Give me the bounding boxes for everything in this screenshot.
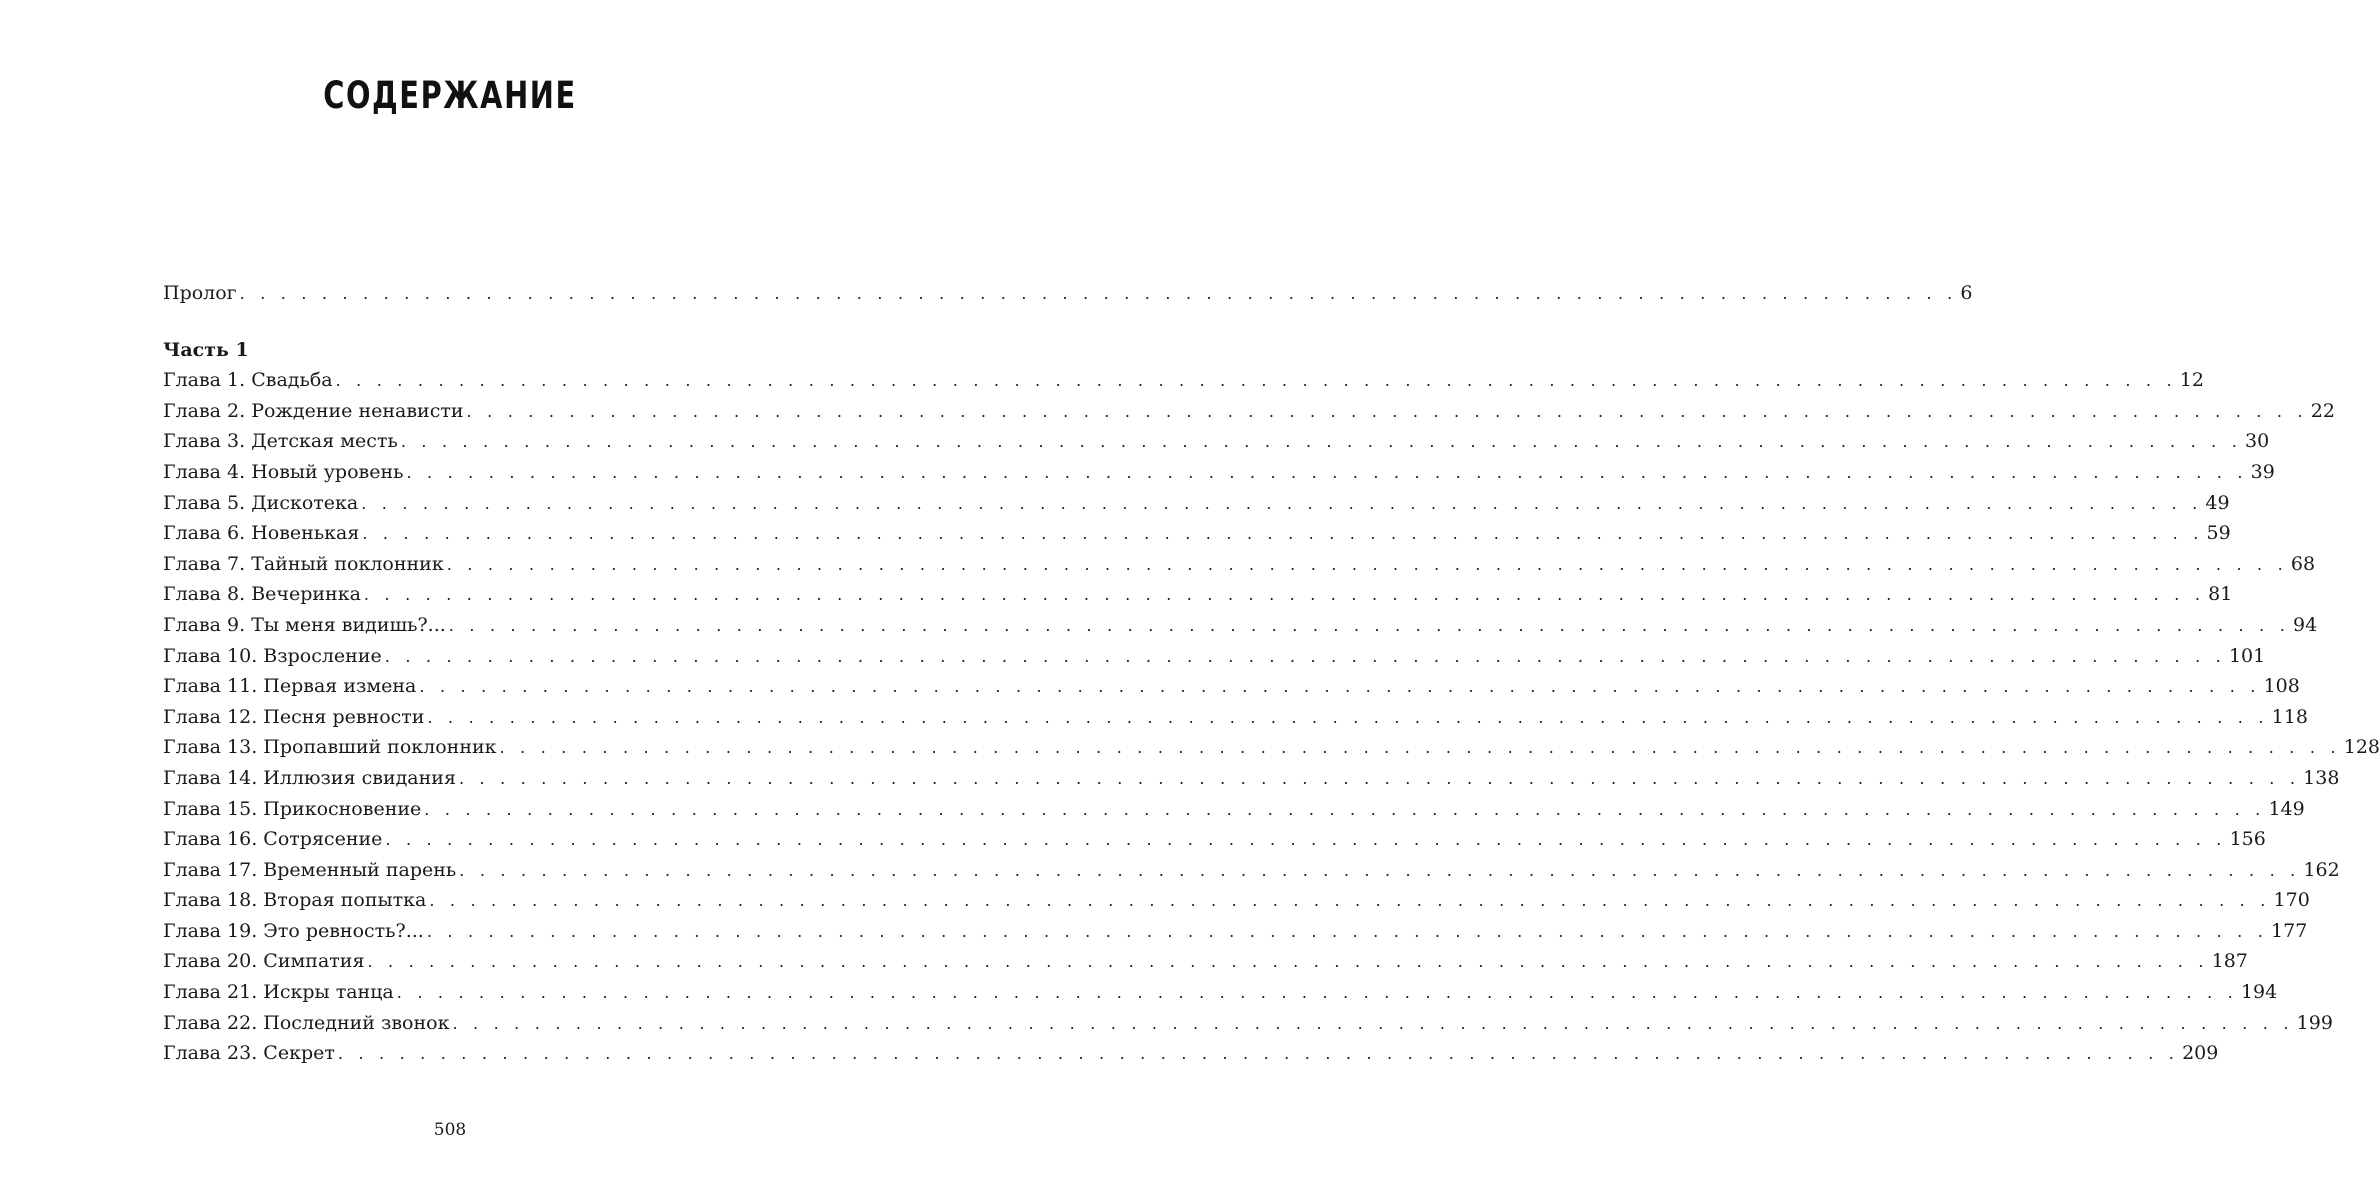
toc-entry-chapter[interactable] (163, 977, 2278, 1008)
toc-entry-chapter[interactable] (163, 916, 2308, 947)
toc-entry-prologue[interactable] (163, 278, 1973, 309)
toc-entry-label: Глава 8. Вечеринка (163, 583, 361, 606)
toc-entry-label: Глава 5. Дискотека (163, 491, 359, 514)
toc-entry-page: 118 (2271, 705, 2308, 728)
toc-entry-page: 108 (2263, 675, 2300, 698)
toc-entry-chapter[interactable] (163, 855, 2340, 886)
part-heading: Часть 1 (163, 338, 249, 361)
toc-entry-label: Глава 18. Вторая попытка (163, 889, 427, 912)
toc-entry-label: Глава 1. Свадьба (163, 369, 333, 392)
dot-leader: . . . . . . . . . . . . . . . . . . . . . . . . . . . . . . . . . . . . . . . . . . . . . . . . . . . . . . . . . . . . . . . . . . . . . . . . . . . . . . . . . . . . . . . . . . (337, 1044, 2180, 1064)
toc-entry-chapter[interactable] (163, 732, 2380, 763)
toc-entry-chapter[interactable] (163, 579, 2233, 610)
toc-entry-page: 162 (2303, 858, 2340, 881)
toc-entry-chapter[interactable] (163, 641, 2266, 672)
toc-entry-chapter[interactable] (163, 885, 2310, 916)
toc-entry-chapter[interactable] (163, 549, 2316, 580)
toc-entry-chapter[interactable] (163, 365, 2204, 396)
toc-entry-chapter[interactable] (163, 488, 2230, 519)
dot-leader: . . . . . . . . . . . . . . . . . . . . . . . . . . . . . . . . . . . . . . . . . . . . . . . . . . . . . . . . . . . . . . . . . . . . . . . . . . . . . . . . . . . . . . . . . . (361, 493, 2203, 513)
toc-entry-label: Глава 11. Первая измена (163, 675, 417, 698)
dot-leader: . . . . . . . . . . . . . . . . . . . . . . . . . . . . . . . . . . . . . . . . . . . . . . . . . . . . . . . . . . . . . . . . . . . . . . . . . . . . . . . . . . . . . . . . . . (367, 952, 2209, 972)
toc-entry-label: Глава 22. Последний звонок (163, 1011, 450, 1034)
dot-leader: . . . . . . . . . . . . . . . . . . . . . . . . . . . . . . . . . . . . . . . . . . . . . . . . . . . . . . . . . . . . . . . . . . . . . . . . . . . . . . . . . . . . . . . . . . (446, 554, 2288, 574)
chapter-list (163, 365, 2380, 1069)
toc-entry-chapter[interactable] (163, 396, 2335, 427)
dot-leader: . . . . . . . . . . . . . . . . . . . . . . . . . . . . . . . . . . . . . . . . . . . . . . . . . . . . . . . . . . . . . . . . . . . . . . . . . . . . . . . . . . . . . . . . . . (363, 585, 2206, 605)
toc-entry-label: Глава 14. Иллюзия свидания (163, 766, 456, 789)
dot-leader: . . . . . . . . . . . . . . . . . . . . . . . . . . . . . . . . . . . . . . . . . . . . . . . . . . . . . . . . . . . . . . . . . . . . . . . . . . . . . . . . . . . . . . . . . . (384, 646, 2226, 666)
dot-leader: . . . . . . . . . . . . . . . . . . . . . . . . . . . . . . . . . . . . . . . . . . . . . . . . . . . . . . . . . . . . . . . . . . . . . . . . . . . . . . . . . . . . . . . . . . (406, 462, 2248, 482)
toc-entry-label: Глава 2. Рождение ненависти (163, 399, 464, 422)
toc-entry-label: Глава 12. Песня ревности (163, 705, 425, 728)
dot-leader: . . . . . . . . . . . . . . . . . . . . . . . . . . . . . . . . . . . . . . . . . . . . . . . . . . . . . . . . . . . . . . . . . . . . . . . . . . . . . . . . . . . . . . . . . . (362, 524, 2204, 544)
toc-entry-page: 39 (2250, 460, 2275, 483)
toc-entry-label: Глава 6. Новенькая (163, 522, 360, 545)
toc-entry-chapter[interactable] (163, 426, 2270, 457)
toc-entry-label: Глава 7. Тайный поклонник (163, 552, 444, 575)
toc-entry-chapter[interactable] (163, 518, 2231, 549)
toc-entry-page: 81 (2208, 583, 2233, 606)
toc-entry-page: 149 (2268, 797, 2305, 820)
toc-entry-page: 30 (2245, 430, 2270, 453)
toc-entry-page: 194 (2240, 981, 2278, 1004)
dot-leader: . . . . . . . . . . . . . . . . . . . . . . . . . . . . . . . . . . . . . . . . . . . . . . . . . . . . . . . . . . . . . . . . . . . . . . . . . . . . . . . . . . . . . . . . . . (396, 983, 2238, 1003)
toc-entry-page: 170 (2273, 889, 2310, 912)
page-number: 508 (433, 1120, 467, 1140)
dot-leader: . . . . . . . . . . . . . . . . . . . . . . . . . . . . . . . . . . . . . . . . . . . . . . . . . . . . . . . . . . . . . . . . . . . . . . . . . . . . . . . . . . . . . . . . . . (429, 891, 2271, 911)
toc-entry-label: Глава 21. Искры танца (163, 981, 394, 1004)
toc-entry-page: 199 (2296, 1011, 2333, 1034)
dot-leader: . . . . . . . . . . . . . . . . . . . . . . . . . . . . . . . . . . . . . . . . . . . . . . . . . . . . . . . . . . . . . . . . . . . . . . . . . . . . . . . . . . . . . . . . . . (459, 860, 2301, 880)
toc-entry-page: 156 (2229, 828, 2266, 851)
toc-entry-page: 187 (2211, 950, 2248, 973)
toc-entry-chapter[interactable] (163, 946, 2248, 977)
toc-entry-label: Глава 16. Сотрясение (163, 828, 383, 851)
dot-leader: . . . . . . . . . . . . . . . . . . . . . . . . . . . . . . . . . . . . . . . . . . . . . . . . . . . . . . . . . . . . . . . . . . . . . . . . . . . . . . . . . . . . . . . . . . (335, 371, 2177, 391)
toc-entry-label: Глава 23. Секрет (163, 1042, 335, 1065)
toc-entry-chapter[interactable] (163, 824, 2266, 855)
toc-entry-page: 22 (2310, 399, 2335, 422)
toc-entry-page: 59 (2206, 522, 2231, 545)
toc-entry-label: Пролог (163, 282, 237, 304)
toc-entry-page: 94 (2292, 613, 2318, 636)
toc-entry-chapter[interactable] (163, 702, 2308, 733)
dot-leader: . . . . . . . . . . . . . . . . . . . . . . . . . . . . . . . . . . . . . . . . . . . . . . . . . . . . . . . . . . . . . . . . . . . . . . . . . . . . . . . . . . . . . . . . . . (458, 768, 2301, 788)
dot-leader: . . . . . . . . . . . . . . . . . . . . . . . . . . . . . . . . . . . . . . . . . . . . . . . . . . . . . . . . . . . . . . . . . . . . . . . . . . . . . . . . . . . . . . . . . . (400, 432, 2242, 452)
toc-entry-label: Глава 13. Пропавший поклонник (163, 736, 497, 759)
dot-leader: . . . . . . . . . . . . . . . . . . . . . . . . . . . . . . . . . . . . . . . . . . . . . . . . . . . . . . . . . . . . . . . . . . . . . . . . . . . . . . . . . . . . . . . . . . (419, 677, 2261, 697)
dot-leader: . . . . . . . . . . . . . . . . . . . . . . . . . . . . . . . . . . . . . . . . . . . . . . . . . . . . . . . . . . . . . . . . . . . . . . . . . . . . . . . . . . . . (239, 284, 1958, 303)
toc-entry-page: 138 (2303, 766, 2340, 789)
toc-entry-page: 177 (2271, 919, 2308, 942)
page-title: СОДЕРЖАНИЕ (323, 74, 577, 117)
dot-leader: . . . . . . . . . . . . . . . . . . . . . . . . . . . . . . . . . . . . . . . . . . . . . . . . . . . . . . . . . . . . . . . . . . . . . . . . . . . . . . . . . . . . . . . . . . (427, 707, 2269, 727)
toc-entry-label: Глава 17. Временный парень (163, 858, 457, 881)
toc-entry-label: Глава 4. Новый уровень (163, 460, 404, 483)
toc-entry-label: Глава 9. Ты меня видишь?... (163, 613, 446, 636)
toc-entry-page: 6 (1960, 282, 1973, 304)
dot-leader: . . . . . . . . . . . . . . . . . . . . . . . . . . . . . . . . . . . . . . . . . . . . . . . . . . . . . . . . . . . . . . . . . . . . . . . . . . . . . . . . . . . . . . . . . . (426, 921, 2269, 941)
toc-entry-label: Глава 19. Это ревность?... (163, 919, 424, 942)
dot-leader: . . . . . . . . . . . . . . . . . . . . . . . . . . . . . . . . . . . . . . . . . . . . . . . . . . . . . . . . . . . . . . . . . . . . . . . . . . . . . . . . . . . . . . . . . . (424, 799, 2266, 819)
toc-entry-label: Глава 15. Прикосновение (163, 797, 422, 820)
toc-entry-label: Глава 3. Детская месть (163, 430, 398, 453)
dot-leader: . . . . . . . . . . . . . . . . . . . . . . . . . . . . . . . . . . . . . . . . . . . . . . . . . . . . . . . . . . . . . . . . . . . . . . . . . . . . . . . . . . . . . . . . . . (466, 401, 2308, 421)
dot-leader: . . . . . . . . . . . . . . . . . . . . . . . . . . . . . . . . . . . . . . . . . . . . . . . . . . . . . . . . . . . . . . . . . . . . . . . . . . . . . . . . . . . . . . . . . . (499, 738, 2341, 758)
dot-leader: . . . . . . . . . . . . . . . . . . . . . . . . . . . . . . . . . . . . . . . . . . . . . . . . . . . . . . . . . . . . . . . . . . . . . . . . . . . . . . . . . . . . . . . . . . (452, 1013, 2294, 1033)
toc-entry-chapter[interactable] (163, 671, 2300, 702)
dot-leader: . . . . . . . . . . . . . . . . . . . . . . . . . . . . . . . . . . . . . . . . . . . . . . . . . . . . . . . . . . . . . . . . . . . . . . . . . . . . . . . . . . . . . . . . . . (448, 615, 2290, 635)
toc-entry-page: 68 (2290, 552, 2316, 575)
toc-entry-page: 128 (2343, 736, 2380, 759)
toc-entry-page: 12 (2179, 369, 2204, 392)
dot-leader: . . . . . . . . . . . . . . . . . . . . . . . . . . . . . . . . . . . . . . . . . . . . . . . . . . . . . . . . . . . . . . . . . . . . . . . . . . . . . . . . . . . . . . . . . . (385, 830, 2227, 850)
toc-entry-chapter[interactable] (163, 763, 2340, 794)
toc-entry-page: 49 (2205, 491, 2230, 514)
toc-entry-chapter[interactable] (163, 794, 2305, 825)
toc-entry-page: 209 (2182, 1042, 2219, 1065)
table-of-contents (163, 278, 2380, 1069)
toc-entry-chapter[interactable] (163, 1038, 2219, 1069)
toc-entry-chapter[interactable] (163, 457, 2275, 488)
toc-entry-label: Глава 20. Симпатия (163, 950, 365, 973)
toc-entry-label: Глава 10. Взросление (163, 644, 382, 667)
toc-entry-page: 101 (2228, 644, 2266, 667)
toc-entry-chapter[interactable] (163, 1008, 2333, 1039)
toc-entry-chapter[interactable] (163, 610, 2318, 641)
